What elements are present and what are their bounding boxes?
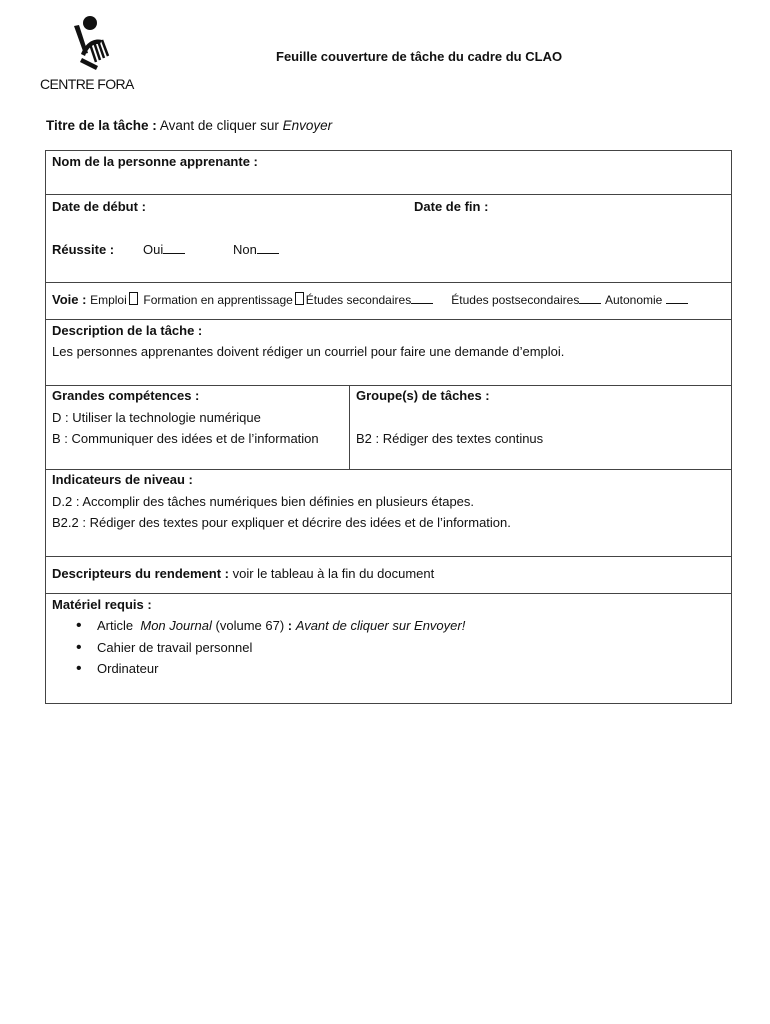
materials-label: Matériel requis : xyxy=(52,597,152,612)
article-journal: Mon Journal xyxy=(140,618,212,633)
success-no[interactable] xyxy=(233,242,279,257)
success-yes-blank[interactable] xyxy=(163,242,185,254)
end-date-label: Date de fin : xyxy=(414,199,489,214)
indicator-item-b22: B2.2 : Rédiger des textes pour expliquer et décrire des idées et de l’information. xyxy=(52,515,511,530)
voie-secondaires-blank[interactable] xyxy=(411,292,433,304)
document-title: Feuille couverture de tâche du cadre du CLAO xyxy=(276,49,563,64)
article-title: Avant de cliquer sur Envoyer! xyxy=(295,618,466,633)
materials-item-computer: • Ordinateur xyxy=(76,658,465,680)
materials-item-article xyxy=(76,615,465,637)
success-yes-label: Oui xyxy=(143,242,164,257)
centre-fora-logo xyxy=(38,14,142,94)
logo-text: CENTRE FORA xyxy=(40,76,134,92)
indicators-section xyxy=(45,469,732,557)
voie-option-postsecondaires: Études postsecondaires xyxy=(451,293,580,307)
voie-postsecondaires-blank[interactable] xyxy=(579,292,601,304)
fora-logo-icon xyxy=(68,14,114,74)
success-label: Réussite : xyxy=(52,242,115,257)
voie-autonomie-blank[interactable] xyxy=(666,292,688,304)
performance-text: voir le tableau à la fin du document xyxy=(232,566,435,581)
success-no-blank[interactable] xyxy=(257,242,279,254)
materials-item-workbook: • Cahier de travail personnel xyxy=(76,637,465,659)
task-title-value: Avant de cliquer sur xyxy=(159,118,279,133)
description-label: Description de la tâche : xyxy=(52,323,203,338)
article-volume: (volume 67) xyxy=(215,618,285,633)
performance-section xyxy=(45,556,732,594)
materials-list xyxy=(76,615,465,680)
task-title-line xyxy=(46,118,332,133)
column-divider xyxy=(349,386,350,469)
success-no-label: Non xyxy=(233,242,257,257)
voie-option-autonomie: Autonomie xyxy=(604,293,663,307)
competence-item-d: D : Utiliser la technologie numérique xyxy=(52,410,261,425)
dates-section xyxy=(45,194,732,283)
indicators-label: Indicateurs de niveau : xyxy=(52,472,193,487)
description-text: Les personnes apprenantes doivent rédiger un courriel pour faire une demande d’emploi. xyxy=(52,344,565,359)
article-prefix: Article xyxy=(97,618,134,633)
voie-option-emploi: Emploi xyxy=(90,293,127,307)
description-section xyxy=(45,319,732,386)
performance-label: Descripteurs du rendement : xyxy=(52,566,229,581)
voie-label: Voie : xyxy=(52,292,87,307)
competences-section xyxy=(45,385,732,470)
voie-section xyxy=(45,282,732,320)
learner-label: Nom de la personne apprenante : xyxy=(52,154,258,169)
task-title-label: Titre de la tâche : xyxy=(46,118,157,133)
performance-line xyxy=(52,566,434,581)
start-date-label: Date de début : xyxy=(52,199,146,214)
voie-line xyxy=(52,292,688,307)
materials-section xyxy=(45,593,732,704)
task-group-item-b2: B2 : Rédiger des textes continus xyxy=(356,431,544,446)
learner-section xyxy=(45,150,732,195)
article-colon: : xyxy=(287,618,293,633)
success-yes[interactable] xyxy=(143,242,185,257)
voie-formation-checkbox[interactable] xyxy=(295,292,304,305)
voie-option-formation: Formation en apprentissage xyxy=(143,293,293,307)
task-groups-label: Groupe(s) de tâches : xyxy=(356,388,490,403)
task-title-value-italic: Envoyer xyxy=(282,118,333,133)
voie-option-secondaires: Études secondaires xyxy=(305,293,412,307)
competence-item-b: B : Communiquer des idées et de l’information xyxy=(52,431,319,446)
voie-emploi-checkbox[interactable] xyxy=(129,292,138,305)
competences-label: Grandes compétences : xyxy=(52,388,200,403)
indicator-item-d2: D.2 : Accomplir des tâches numériques bien définies en plusieurs étapes. xyxy=(52,494,475,509)
